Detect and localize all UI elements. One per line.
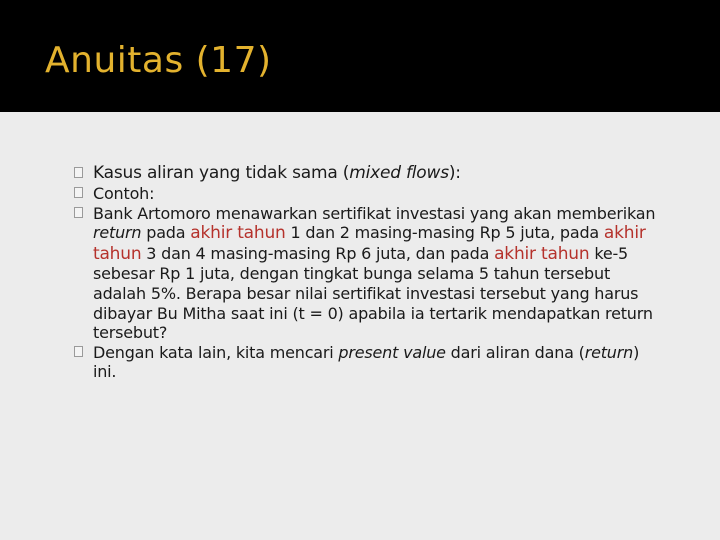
bullet-text: Dengan kata lain, kita mencari xyxy=(93,342,339,362)
bullet-text: 1 dan 2 masing-masing Rp 5 juta, pada xyxy=(285,223,604,243)
bullet-text: ) ini. xyxy=(93,342,640,382)
bullet-text: 3 dan 4 masing-masing Rp 6 juta, dan pada xyxy=(141,243,495,263)
bullet-item xyxy=(74,343,664,382)
bullet-text: dari aliran dana ( xyxy=(445,342,585,362)
square-bullet-icon xyxy=(74,207,83,218)
highlighted-text: akhir tahun xyxy=(190,223,286,244)
bullet-item xyxy=(74,184,664,204)
title-bar xyxy=(0,0,720,112)
bullet-text: Bank Artomoro menawarkan sertifikat investasi yang akan memberikan xyxy=(93,203,656,223)
bullet-item xyxy=(74,204,664,343)
square-bullet-icon xyxy=(74,346,83,357)
highlighted-text: akhir tahun xyxy=(93,223,646,264)
bullet-text: Contoh: xyxy=(93,184,155,203)
bullet-text: ): xyxy=(448,163,461,183)
bullet-item xyxy=(74,162,664,184)
italic-text: present value xyxy=(338,342,446,362)
italic-text: mixed flows xyxy=(349,163,449,183)
bullet-text: pada xyxy=(141,223,191,243)
square-bullet-icon xyxy=(74,187,83,198)
italic-text: return xyxy=(584,342,634,362)
highlighted-text: akhir tahun xyxy=(494,243,590,264)
italic-text: return xyxy=(93,223,142,243)
bullet-text: Kasus aliran yang tidak sama ( xyxy=(93,163,350,183)
square-bullet-icon xyxy=(74,167,83,178)
bullet-text: ke-5 sebesar Rp 1 juta, dengan tingkat bunga selama 5 tahun tersebut adalah 5%. Berapa besar nilai sertifikat investasi tersebut yang harus dibayar Bu Mitha saat ini (t = 0) apabila ia tertarik mendapatkan return tersebut? xyxy=(93,243,653,343)
bullet-list xyxy=(74,162,664,382)
slide-title: Anuitas (17) xyxy=(45,40,272,81)
